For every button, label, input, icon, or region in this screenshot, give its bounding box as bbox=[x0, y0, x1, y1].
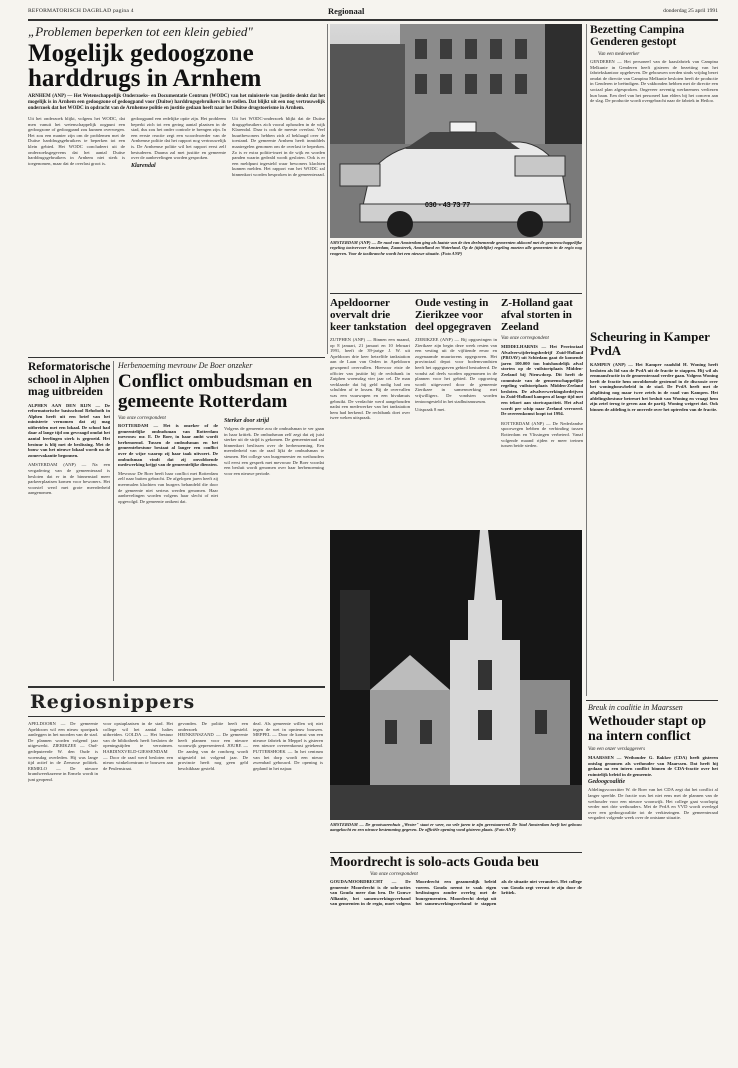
article-body: GENDEREN — Het personeel van de kaasfabriek van Campina Melkunie in Genderen heeft gisteren de bezetting van het fabriekskantoor opgeheven. De gebouwen werden sinds vrijdag bezet omdat de directie van Campina Melkunie besloten heeft de productie in Genderen te beëindigen. De vakbonden hebben met de directie een sociaal plan afgesproken. Ongeveer zeventig werknemers verliezen hun baan. Een deel van het personeel kan elders bij het concern aan de slag. De productie wordt overgebracht naar de fabriek in Heiloo. bbox=[590, 59, 718, 104]
article-headline: Oude vesting in Zierikzee voor deel opgegraven bbox=[415, 297, 492, 333]
church-photo-image bbox=[330, 530, 582, 820]
article-lead: ROTTERDAM — Het is onzeker of de gemeentelijke ombudsman van Rotterdam mevrouw mr. E. De Boer, in haar ambt wordt herbenoemd. Tussen de ombudsman en het gemeentebestuur bestaat al langer een conflict over de wijze waarop zij haar taak uitvoert. De ombudsman vindt dat zij onvoldoende medewerking krijgt van de gemeentelijke diensten. bbox=[118, 423, 218, 468]
article-note: Uitspraak 8 mei. bbox=[415, 407, 446, 413]
article-moordrecht bbox=[330, 855, 582, 1060]
section-rule bbox=[28, 357, 325, 358]
article-headline: Moordrecht is solo-acts Gouda beu bbox=[330, 855, 539, 870]
article-byline: Van een medewerker bbox=[598, 52, 640, 57]
masthead bbox=[28, 6, 718, 18]
article-headline: Bezetting Campina Genderen gestopt bbox=[590, 24, 685, 48]
article-body-col3: Uit het WODC-onderzoek blijkt dat de Duitse drugsgebruikers zich vooral ophouden in de wijk Klarendal. Daar is ook de meeste overlast. Veel buurtbewoners hebben zich al beklaagd over de toestand. De gemeente Arnhem heeft inmiddels maatregelen genomen om de overlast te beperken. Zo is er extra politie-inzet in de wijk en worden panden waarin gedeald wordt gesloten. Ook is er een meldpunt ingesteld waar bewoners klachten kunnen melden. Het rapport van het WODC zal binnenkort worden besproken in de gemeenteraad. bbox=[232, 116, 325, 177]
section-rule bbox=[330, 293, 582, 294]
article-subhead: Klarendal bbox=[131, 162, 156, 169]
column-divider bbox=[586, 24, 587, 696]
article-kicker: „Problemen beperken tot een klein gebied" bbox=[28, 24, 253, 39]
article-lead: MAARSSEN — Wethouder G. Bakker (CDA) heeft gisteren ontslag genomen als wethouder van Maarssen. Dat heeft hij gedaan na een intern conflict binnen de CDA-fractie over het ruimtelijk beleid in de gemeente. bbox=[588, 755, 718, 777]
article-body: MIDDELHARNIS — Het Provinciaal Afvalverwijderingsbedrijf Zuid-Holland (PROAV) uit Schiedam gaat de komende jaren 100.000 ton huishoudelijk afval storten op de vuilstortplaats Midden-Zeeland bij Nieuwdorp. Dit heeft de commissie van de gemeenschappelijke regeling vuilstortplaats Midden-Zeeland besloten. De afvalverwerkingsbedrijven in Zuid-Holland kampen al lange tijd met een tekort aan stortcapaciteit. Het afval wordt per schip naar Zeeland vervoerd. De overeenkomst loopt tot 1994. bbox=[501, 344, 583, 417]
article-body: ZUTPHEN (ANP) — Binnen een maand, op 8 januari, 21 januari en 10 februari 1991, heeft de 39-jarige J. W. uit Apeldoorn drie keer hetzelfde tankstation aan de Laan van Orden in Apeldoorn gewapend overvallen. Hiervoor eiste de officier van justitie bij de rechtbank in Zutphen woensdag vier jaar cel. De man verklaarde dat hij geld nodig had om schulden af te lossen. Bij de overvallen was een vuurwapen en een bivakmuts gebruikt. De verdachte werd aangehouden nadat een medewerker van het tankstation hem had herkend. De rechtbank doet over twee weken uitspraak. bbox=[330, 337, 410, 421]
section-rule bbox=[28, 686, 325, 688]
article-body-col1: Uit het onderzoek blijkt, volgens het WODC, dat men vanuit het wetenschappelijk oogpunt een gedoogzone of gedoogpand zou kunnen overwegen. Het zou een manier zijn om de problemen met de Duitse harddrugsgebruikers te beperken tot een klein gebied. Het WODC concludeert uit de onderzoeksgegevens dat het aantal Duitse harddrugsgebruikers in Arnhem niet sterk is toegenomen, maar dat de overlast groot is. bbox=[28, 116, 125, 166]
taxi-photo-caption: AMSTERDAM (ANP) — De raad van Amsterdam ging als laatste van de tien deelnemende gemeenten akkoord met de gemeenschappelijke regeling taxivervoer Amsterdam, Zaanstreek, Amstelland en Waterland. Op de (tijdelijke) regeling moeten alle gemeenten in de regio nog reageren. Voor de taxibranche wordt het een nieuwe situatie. (Foto ANP) bbox=[330, 240, 582, 256]
regiosnippers-title: Regiosnippers bbox=[30, 691, 196, 713]
taxi-photo bbox=[330, 24, 582, 238]
article-sub: ROTTERDAM (ANP) — De Nederlandse spoorwegen hebben de verbinding tussen Rotterdam en Vlissingen verbeterd. Vanaf volgende maand rijden er meer treinen tussen beide steden. bbox=[501, 420, 583, 449]
article-subhead: Gedoogcoalitie bbox=[588, 779, 625, 786]
article-headline: Mogelijk gedoogzone harddrugs in Arnhem bbox=[28, 40, 262, 92]
masthead-rule bbox=[28, 19, 718, 21]
article-headline: Z-Holland gaat afval storten in Zeeland bbox=[501, 297, 573, 333]
article-lead: ARNHEM (ANP) — Het Wetenschappelijk Onderzoeks- en Documentatie Centrum (WODC) van het ministerie van justitie denkt dat het mogelijk is in Arnhem een gedoogzone of gedoogpand voor (Duitse) harddrugsgebruikers in te stellen. Dat blijkt uit een nog vertrouwelijk onderzoek dat het WODC in opdracht van de Arnhemse politie en justitie gedaan heeft naar het Duitse drugstoerisme in Arnhem. bbox=[28, 94, 325, 111]
article-headline: Reformatorische school in Alphen mag uitbreiden bbox=[28, 361, 110, 398]
church-photo bbox=[330, 530, 582, 820]
section-rule bbox=[330, 852, 582, 853]
article-kampen bbox=[590, 330, 718, 700]
article-body: Afdelingsvoorzitter W. de Boer van het CDA zegt dat het conflict al langer speelde. De fractie was het niet eens met de plannen van de wethouder voor een nieuwe woonwijk. Het college gaat voorlopig verder met drie wethouders. Met de PvdA en VVD wordt overlegd over een gedoogcoalitie tot de verkiezingen. De gemeenteraad vergadert volgende week over de ontstane situatie. bbox=[588, 787, 718, 821]
column-divider bbox=[113, 361, 114, 681]
church-photo-caption: AMSTERDAM — De grootwarenhuis „Wester" staat er weer, na vele jaren te zijn gerestaureerd. De Stad Amsterdam heeft het gebouw aangekocht en een nieuwe bestemming gegeven. De officiële opening vond gisteren plaats. (Foto ANP) bbox=[330, 822, 582, 833]
masthead-left: REFORMATORISCH DAGBLAD pagina 4 bbox=[28, 8, 134, 14]
article-body-col2: gedoogpand een redelijke optie zijn. Het probleem beperkt zich tot een gering aantal plaatsen in de stad, dus zou het onder controle te brengen zijn. In een eerste reactie zegt een woordvoerder van de Arnhemse politie dat het rapport nog vertrouwelijk is. De Arnhemse politie wil het rapport eerst zelf bestuderen. Daarna zal met justitie en gemeente over de aanbevelingen worden gesproken. bbox=[131, 116, 226, 161]
article-kicker: Herbenoeming mevrouw De Boer onzeker bbox=[118, 361, 253, 370]
masthead-center: Regionaal bbox=[328, 6, 365, 16]
article-kicker: Breuk in coalitie in Maarssen bbox=[588, 703, 683, 712]
article-body-col2: Volgens de gemeente zou de ombudsman te ver gaan in haar kritiek. De ombudsman zelf zegt dat zij juist sterker uit de strijd is gekomen. De gemeenteraad zal binnenkort beslissen over de herbenoeming. Een meerderheid van de raad lijkt de ombudsman te steunen. Het college van burgemeester en wethouders wil eerst een gesprek met mevrouw De Boer voordat een besluit wordt genomen over haar herbenoeming voor een nieuwe periode. bbox=[224, 426, 324, 476]
article-byline: Van onze correspondent bbox=[370, 872, 418, 877]
article-body: KAMPEN (ANP) — Het Kamper raadslid H. Woning heeft besloten als lid van de PvdA uit de fractie te stappen. Hij wil als eenmansfractie in de gemeenteraad verder gaan. Volgens Woning heeft de fractie hem onvoldoende gesteund in de discussie over het woningbouwbeleid in de stad. De PvdA heeft met de afsplitsing nog maar twee zetels in de raad van Kampen. Het afdelingsbestuur betreurt het besluit van Woning en vraagt hem zijn zetel terug te geven aan de partij. Woning weigert dat. Ook binnen de afdeling is er onvrede over het optreden van de fractie. bbox=[590, 362, 718, 412]
article-byline: Van onze correspondent bbox=[118, 416, 166, 421]
article-headline: Apeldoorner overvalt drie keer tankstation bbox=[330, 297, 407, 333]
article-zierikzee bbox=[415, 297, 497, 527]
regio-col4: deal. Als gemeente willen wij niet tegen de wet in opnieuw bouwen. MEPPEL — Door de komst van een nieuwe fabriek in Meppel is gisteren een nieuwe overeenkomst getekend. PUTTERSHOEK — In het centrum van het dorp wordt een nieuw zwembad gebouwd. De opening is gepland in het najaar. bbox=[253, 721, 323, 771]
article-byline: Van onze correspondent bbox=[501, 336, 549, 341]
article-byline: Van een onzer verslaggevers bbox=[588, 747, 646, 752]
article-apeldoorner bbox=[330, 297, 410, 527]
article-ombudsman bbox=[118, 361, 326, 681]
article-body: ZIERIKZEE (ANP) — Bij opgravingen in Zierikzee zijn begin deze week resten van een vesting uit de vijftiende eeuw en zogenaamde muurtorens opgegraven. Het provinciaal depot voor bodemvondsten heeft het opgegraven gebied bestudeerd. De vondst zal deels worden opgenomen in de plannen voor het gebied. De opgraving wordt uitgevoerd door de gemeente Zierikzee in samenwerking met vrijwilligers. De vondsten worden tentoongesteld in het stadhuismuseum. bbox=[415, 337, 497, 404]
article-body: ALPHEN AAN DEN RIJN — De reformatorische basisschool Rehoboth in Alphen heeft uit een brief van het ministerie vernomen dat zij mag uitbreiden met een lokaal. De school had daar al lange tijd om gevraagd omdat het aantal leerlingen sterk is gegroeid. Het bestuur is blij met de beslissing. Met de bouw van het nieuwe lokaal wordt na de zomervakantie begonnen. bbox=[28, 402, 110, 458]
article-headline: Scheuring in Kamper PvdA bbox=[590, 330, 710, 358]
article-headline: Conflict ombudsman en gemeente Rotterdam bbox=[118, 371, 313, 412]
article-headline: Wethouder stapt op na intern conflict bbox=[588, 714, 706, 744]
article-arnhem bbox=[28, 24, 325, 379]
regio-col1: APELDOORN — De gemeente Apeldoorn wil een nieuw sportpark aanleggen in het noorden van de stad. De plannen worden volgend jaar uitgewerkt. ZIERIKZEE — Oud-gedeputeerde W. den Oude is woensdag overleden. Hij was lange tijd actief in de Zeeuwse politiek. ERMELO — De nieuwe brandweerkazerne in Ermelo wordt in juni geopend. bbox=[28, 721, 98, 782]
masthead-right: donderdag 25 april 1991 bbox=[663, 8, 718, 14]
article-subhead: Sterker door strijd bbox=[224, 418, 270, 424]
article-body2: AMSTERDAM (ANP) — Na een vergadering van de gemeenteraad is besloten dat er in de binnenstad meer parkeerplaatsen komen voor bewoners. Het voorstel werd met grote meerderheid aangenomen. bbox=[28, 462, 110, 496]
column-divider bbox=[327, 24, 328, 354]
article-body: GOUDA/MOORDRECHT — De gemeente Moordrecht is de solo-acties van Gouda meer dan beu. De Gouwe Alliantie, het samenwerkingsverband van gemeenten in de regio, moet volgens Moordrecht een gezamenlijk beleid voeren. Gouda neemt te vaak eigen beslissingen zonder overleg met de buurgemeenten. Moordrecht dreigt uit het samenwerkingsverband te stappen als de situatie niet verandert. Het college van Gouda zegt verrast te zijn door de kritiek. bbox=[330, 879, 582, 907]
article-alphen bbox=[28, 361, 110, 681]
article-campina bbox=[590, 24, 718, 324]
taxi-phone-text: 030 - 43 73 77 bbox=[425, 202, 471, 209]
regio-col2: voor opstaplaatsen in de stad. Het college wil het aantal haltes uitbreiden. GOLDA — Het bestuur van de bibliotheek heeft besloten de openingstijden te verruimen. HARDINXVELD-GIESSENDAM — Door de raad werd besloten een nieuw winkelcentrum te bouwen aan de Peulenstraat. bbox=[103, 721, 173, 771]
article-body-col1: Mevrouw De Boer heeft haar conflict met Rotterdam zelf naar buiten gebracht. De afgelopen jaren heeft zij meermalen klachten van burgers behandeld die door de gemeente niet serieus werden genomen. Haar aanbevelingen worden volgens haar slecht of niet opgevolgd. De gemeente ontkent dat. bbox=[118, 470, 218, 504]
regio-col3: gevonden. De politie heeft een onderzoek ingesteld. HEINKENSZAND — De gemeente heeft plannen voor een nieuwe woonwijk gepresenteerd. JOURE — De aanleg van de rondweg wordt uitgesteld tot volgend jaar. De provincie heeft nog geen geld beschikbaar gesteld. bbox=[178, 721, 248, 771]
article-maarssen bbox=[588, 703, 718, 1063]
regiosnippers-section bbox=[28, 690, 325, 1060]
section-rule bbox=[586, 700, 718, 701]
